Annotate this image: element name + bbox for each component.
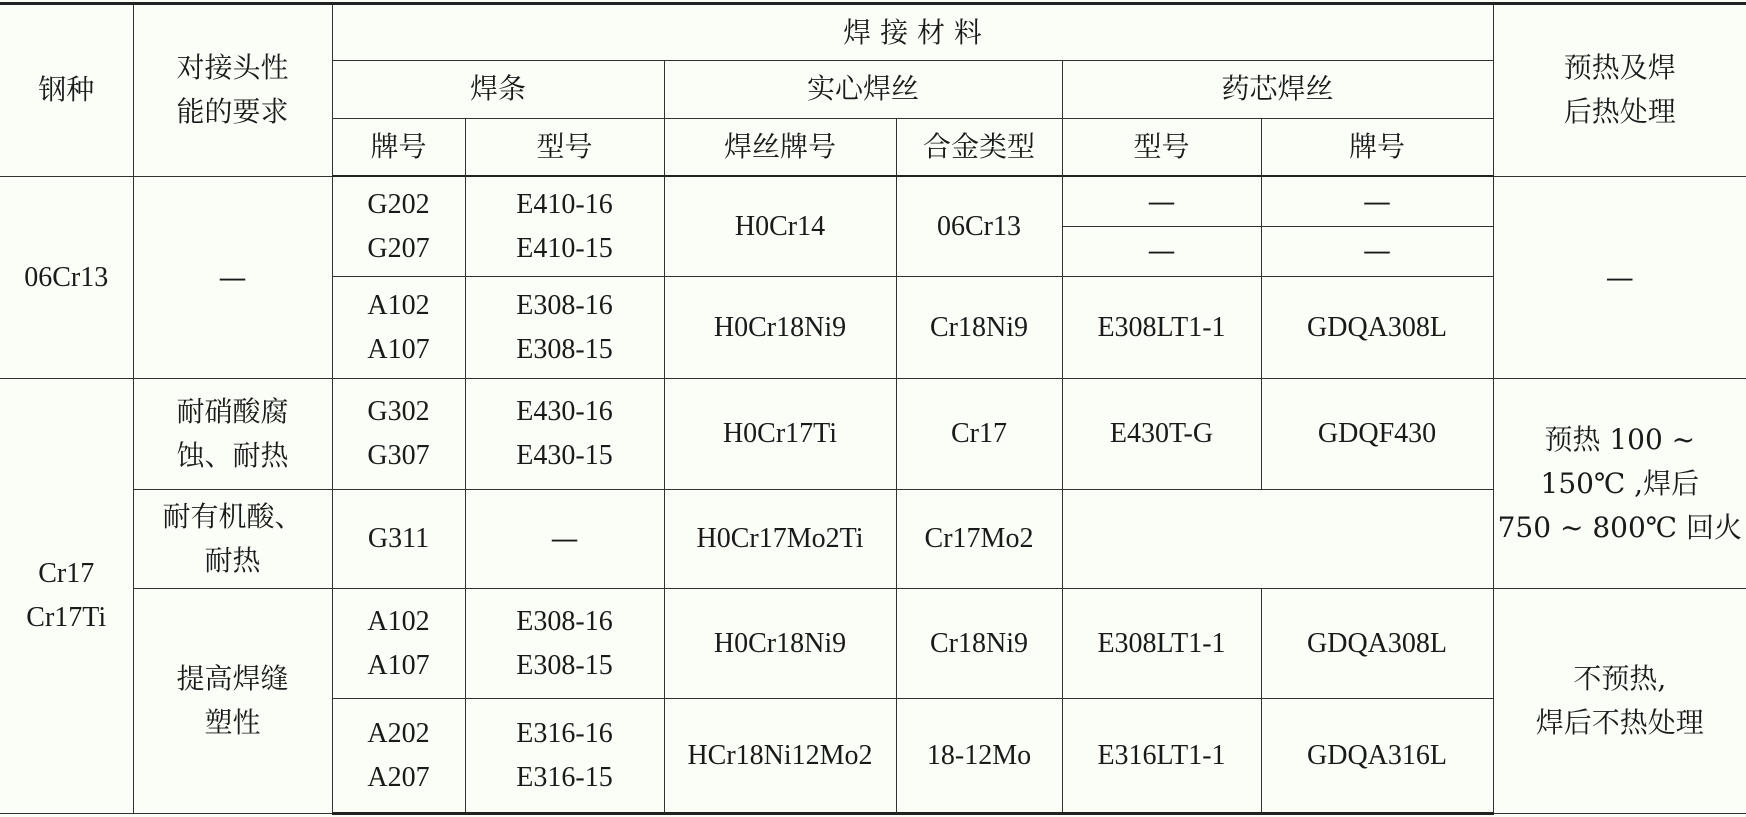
preheat-cr17-none	[1493, 588, 1746, 813]
electrode-brand-a107: A107	[367, 333, 430, 365]
header-welding-materials: 焊 接 材 料	[332, 4, 1493, 61]
requirement-line1: 耐有机酸、	[162, 499, 303, 533]
header-flux-cored-wire: 药芯焊丝	[1062, 61, 1493, 118]
preheat-line2: 150℃ ,焊后	[1540, 466, 1700, 500]
preheat-06cr13: —	[1493, 176, 1746, 378]
requirement-line2: 耐热	[204, 543, 261, 577]
electrode-brand-g311: G311	[332, 489, 465, 588]
welding-materials-table	[0, 2, 1746, 815]
header-fcw-type: 型号	[1062, 118, 1261, 176]
header-electrode-brand: 牌号	[332, 118, 465, 176]
header-solid-wire-brand: 焊丝牌号	[664, 118, 896, 176]
preheat-line1: 不预热,	[1573, 661, 1667, 695]
electrode-brand-cell	[332, 588, 465, 698]
electrode-brand-g207: G207	[367, 232, 430, 264]
preheat-line3: 750 ~ 800℃ 回火	[1497, 510, 1742, 544]
electrode-type-e308-15: E308-15	[516, 649, 613, 681]
solid-wire-brand: H0Cr17Mo2Ti	[664, 489, 896, 588]
steel-grade-cr17	[0, 379, 133, 814]
header-preheat-treatment	[1493, 4, 1746, 177]
electrode-brand-a107: A107	[367, 649, 430, 681]
fcw-brand: GDQA308L	[1261, 277, 1493, 379]
electrode-type-cell	[465, 588, 664, 698]
electrode-brand-a102: A102	[367, 289, 430, 321]
electrode-type-cell	[465, 379, 664, 489]
fcw-type: E308LT1-1	[1062, 277, 1261, 379]
electrode-brand-g202: G202	[367, 188, 430, 220]
header-electrode: 焊条	[332, 61, 664, 118]
requirement-weld-plasticity	[133, 588, 332, 813]
header-joint-requirement-line1: 对接头性	[176, 51, 289, 85]
fcw-brand: —	[1261, 226, 1493, 276]
electrode-brand-cell	[332, 277, 465, 379]
steel-grade-06cr13: 06Cr13	[0, 176, 133, 378]
alloy-type: 06Cr13	[896, 176, 1062, 276]
electrode-type-e410-16: E410-16	[516, 188, 613, 220]
electrode-type-e308-15: E308-15	[516, 333, 613, 365]
solid-wire-brand: H0Cr17Ti	[664, 379, 896, 489]
fcw-brand: GDQA316L	[1261, 699, 1493, 814]
electrode-brand-a207: A207	[367, 761, 430, 793]
fcw-type: E308LT1-1	[1062, 588, 1261, 698]
electrode-type-e316-16: E316-16	[516, 717, 613, 749]
electrode-brand-g302: G302	[367, 396, 430, 428]
electrode-type-e430-15: E430-15	[516, 440, 613, 472]
requirement-line2: 塑性	[204, 705, 261, 739]
electrode-type-e308-16: E308-16	[516, 289, 613, 321]
requirement-line1: 提高焊缝	[176, 661, 289, 695]
electrode-brand-a202: A202	[367, 717, 430, 749]
alloy-type: Cr17	[896, 379, 1062, 489]
electrode-type-cell	[465, 176, 664, 276]
requirement-line2: 蚀、耐热	[176, 439, 289, 473]
electrode-brand-g307: G307	[367, 440, 430, 472]
header-electrode-type: 型号	[465, 118, 664, 176]
electrode-brand-cell	[332, 379, 465, 489]
electrode-type-e308-16: E308-16	[516, 605, 613, 637]
fcw-brand: GDQF430	[1261, 379, 1493, 489]
electrode-type-cell	[465, 277, 664, 379]
fcw-type: E316LT1-1	[1062, 699, 1261, 814]
solid-wire-brand: H0Cr14	[664, 176, 896, 276]
preheat-line1: 预热 100 ~	[1544, 422, 1696, 456]
alloy-type: 18-12Mo	[896, 699, 1062, 814]
electrode-type: —	[465, 489, 664, 588]
header-joint-requirement-line2: 能的要求	[176, 95, 289, 129]
requirement-organic-acid	[133, 489, 332, 588]
electrode-type-e410-15: E410-15	[516, 232, 613, 264]
requirement-06cr13: —	[133, 176, 332, 378]
electrode-type-cell	[465, 699, 664, 814]
requirement-nitric-acid	[133, 379, 332, 489]
solid-wire-brand: HCr18Ni12Mo2	[664, 699, 896, 814]
fcw-brand: GDQA308L	[1261, 588, 1493, 698]
header-preheat-line1: 预热及焊	[1563, 51, 1676, 85]
electrode-brand-cell	[332, 699, 465, 814]
alloy-type: Cr17Mo2	[896, 489, 1062, 588]
electrode-brand-cell	[332, 176, 465, 276]
electrode-type-e316-15: E316-15	[516, 761, 613, 793]
solid-wire-brand: H0Cr18Ni9	[664, 277, 896, 379]
preheat-cr17-tempering	[1493, 379, 1746, 589]
alloy-type: Cr18Ni9	[896, 277, 1062, 379]
fcw-brand: —	[1261, 176, 1493, 226]
electrode-type-e430-16: E430-16	[516, 396, 613, 428]
requirement-line1: 耐硝酸腐	[176, 395, 289, 429]
steel-grade-cr17ti-line2: Cr17Ti	[26, 602, 107, 634]
electrode-brand-a102: A102	[367, 605, 430, 637]
alloy-type: Cr18Ni9	[896, 588, 1062, 698]
steel-grade-cr17-line1: Cr17	[38, 558, 95, 590]
header-solid-wire: 实心焊丝	[664, 61, 1062, 118]
fcw-type: —	[1062, 226, 1261, 276]
preheat-line2: 焊后不热处理	[1535, 705, 1704, 739]
fcw-type: E430T-G	[1062, 379, 1261, 489]
header-alloy-type: 合金类型	[896, 118, 1062, 176]
header-preheat-line2: 后热处理	[1563, 95, 1676, 129]
fcw-empty-cell	[1062, 489, 1493, 588]
solid-wire-brand: H0Cr18Ni9	[664, 588, 896, 698]
fcw-type: —	[1062, 176, 1261, 226]
header-steel-grade: 钢种	[0, 4, 133, 177]
header-joint-requirement	[133, 4, 332, 177]
header-fcw-brand: 牌号	[1261, 118, 1493, 176]
